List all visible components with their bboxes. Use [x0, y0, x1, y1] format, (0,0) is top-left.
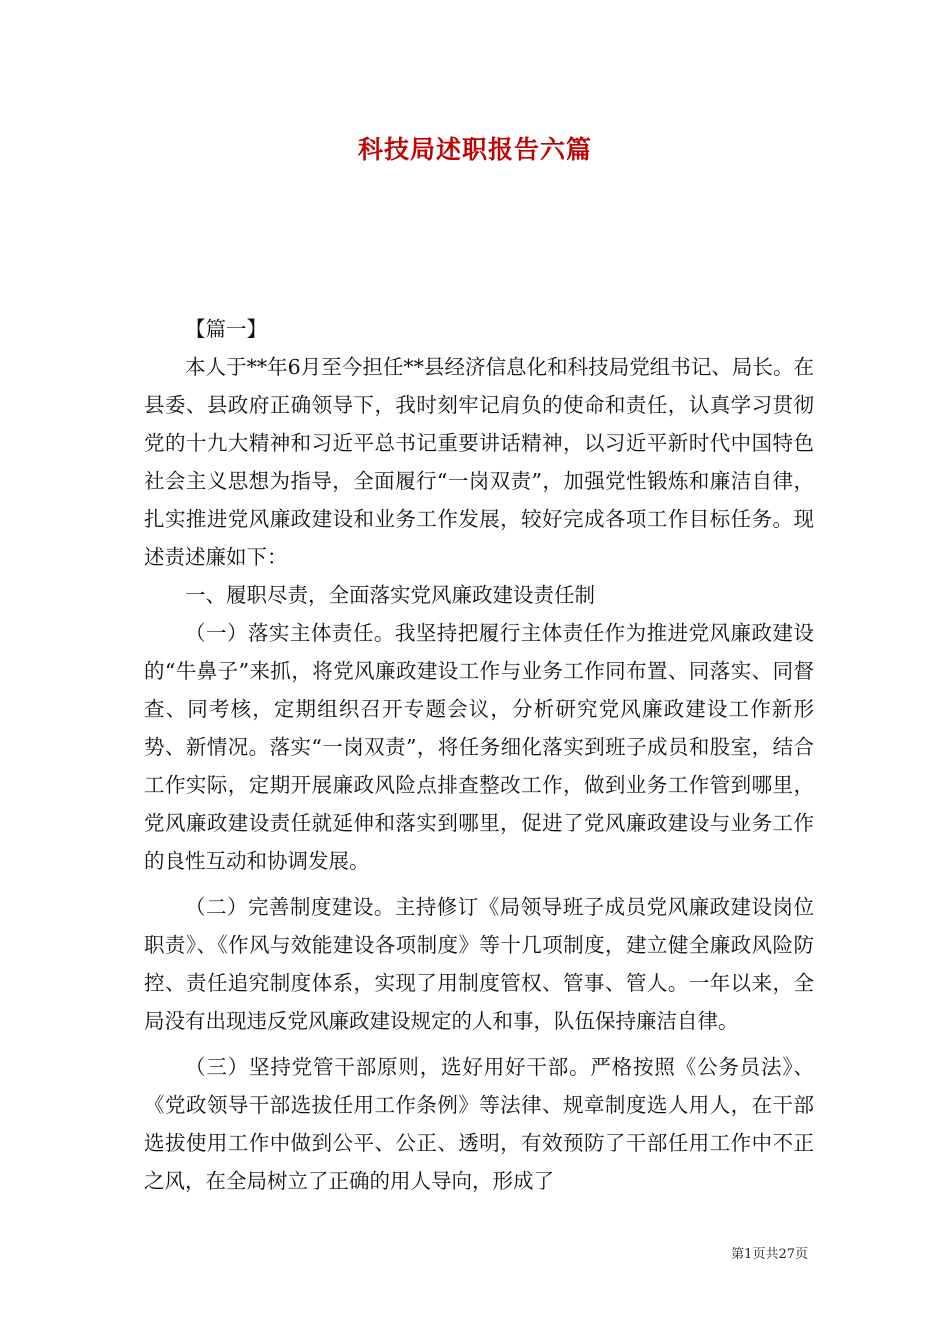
paragraph-intro: 本人于**年6月至今担任**县经济信息化和科技局党组书记、局长。在县委、县政府正确领导下，我时刻牢记肩负的使命和责任，认真学习贯彻党的十九大精神和习近平总书记重要讲话精神，以习近平新时代中国特色社会主义思想为指导，全面履行“一岗双责”，加强党性锻炼和廉洁自律，扎实推进党风廉政建设和业务工作发展，较好完成各项工作目标任务。现述责述廉如下： [144, 355, 814, 569]
document-body [144, 310, 814, 1200]
paragraph-item-three: （三）坚持党管干部原则，选好用好干部。严格按照《公务员法》、《党政领导干部选拔任用工作条例》等法律、规章制度选人用人，在干部选拔使用工作中做到公平、公正、透明，有效预防了干部任用工作中不正之风，在全局树立了正确的用人导向，形成了 [144, 1055, 814, 1193]
document-title: 科技局述职报告六篇 [357, 135, 592, 164]
paragraph-item-one: （一）落实主体责任。我坚持把履行主体责任作为推进党风廉政建设的“牛鼻子”来抓，将党风廉政建设工作与业务工作同布置、同落实、同督查、同考核，定期组织召开专题会议，分析研究党风廉政建设工作新形势、新情况。落实“一岗双责”，将任务细化落实到班子成员和股室，结合工作实际，定期开展廉政风险点排查整改工作，做到业务工作管到哪里，党风廉政建设责任就延伸和落实到哪里，促进了党风廉政建设与业务工作的良性互动和协调发展。 [144, 621, 814, 873]
paragraph-item-two: （二）完善制度建设。主持修订《局领导班子成员党风廉政建设岗位职责》、《作风与效能建设各项制度》等十几项制度，建立健全廉政风险防控、责任追究制度体系，实现了用制度管权、管事、管人。一年以来，全局没有出现违反党风廉政建设规定的人和事，队伍保持廉洁自律。 [144, 895, 814, 1033]
heading-section-one: 一、履职尽责，全面落实党风廉政建设责任制 [185, 583, 595, 607]
page-indicator: 第1页共27页 [731, 1247, 808, 1262]
section-label: 【篇一】 [185, 317, 267, 341]
